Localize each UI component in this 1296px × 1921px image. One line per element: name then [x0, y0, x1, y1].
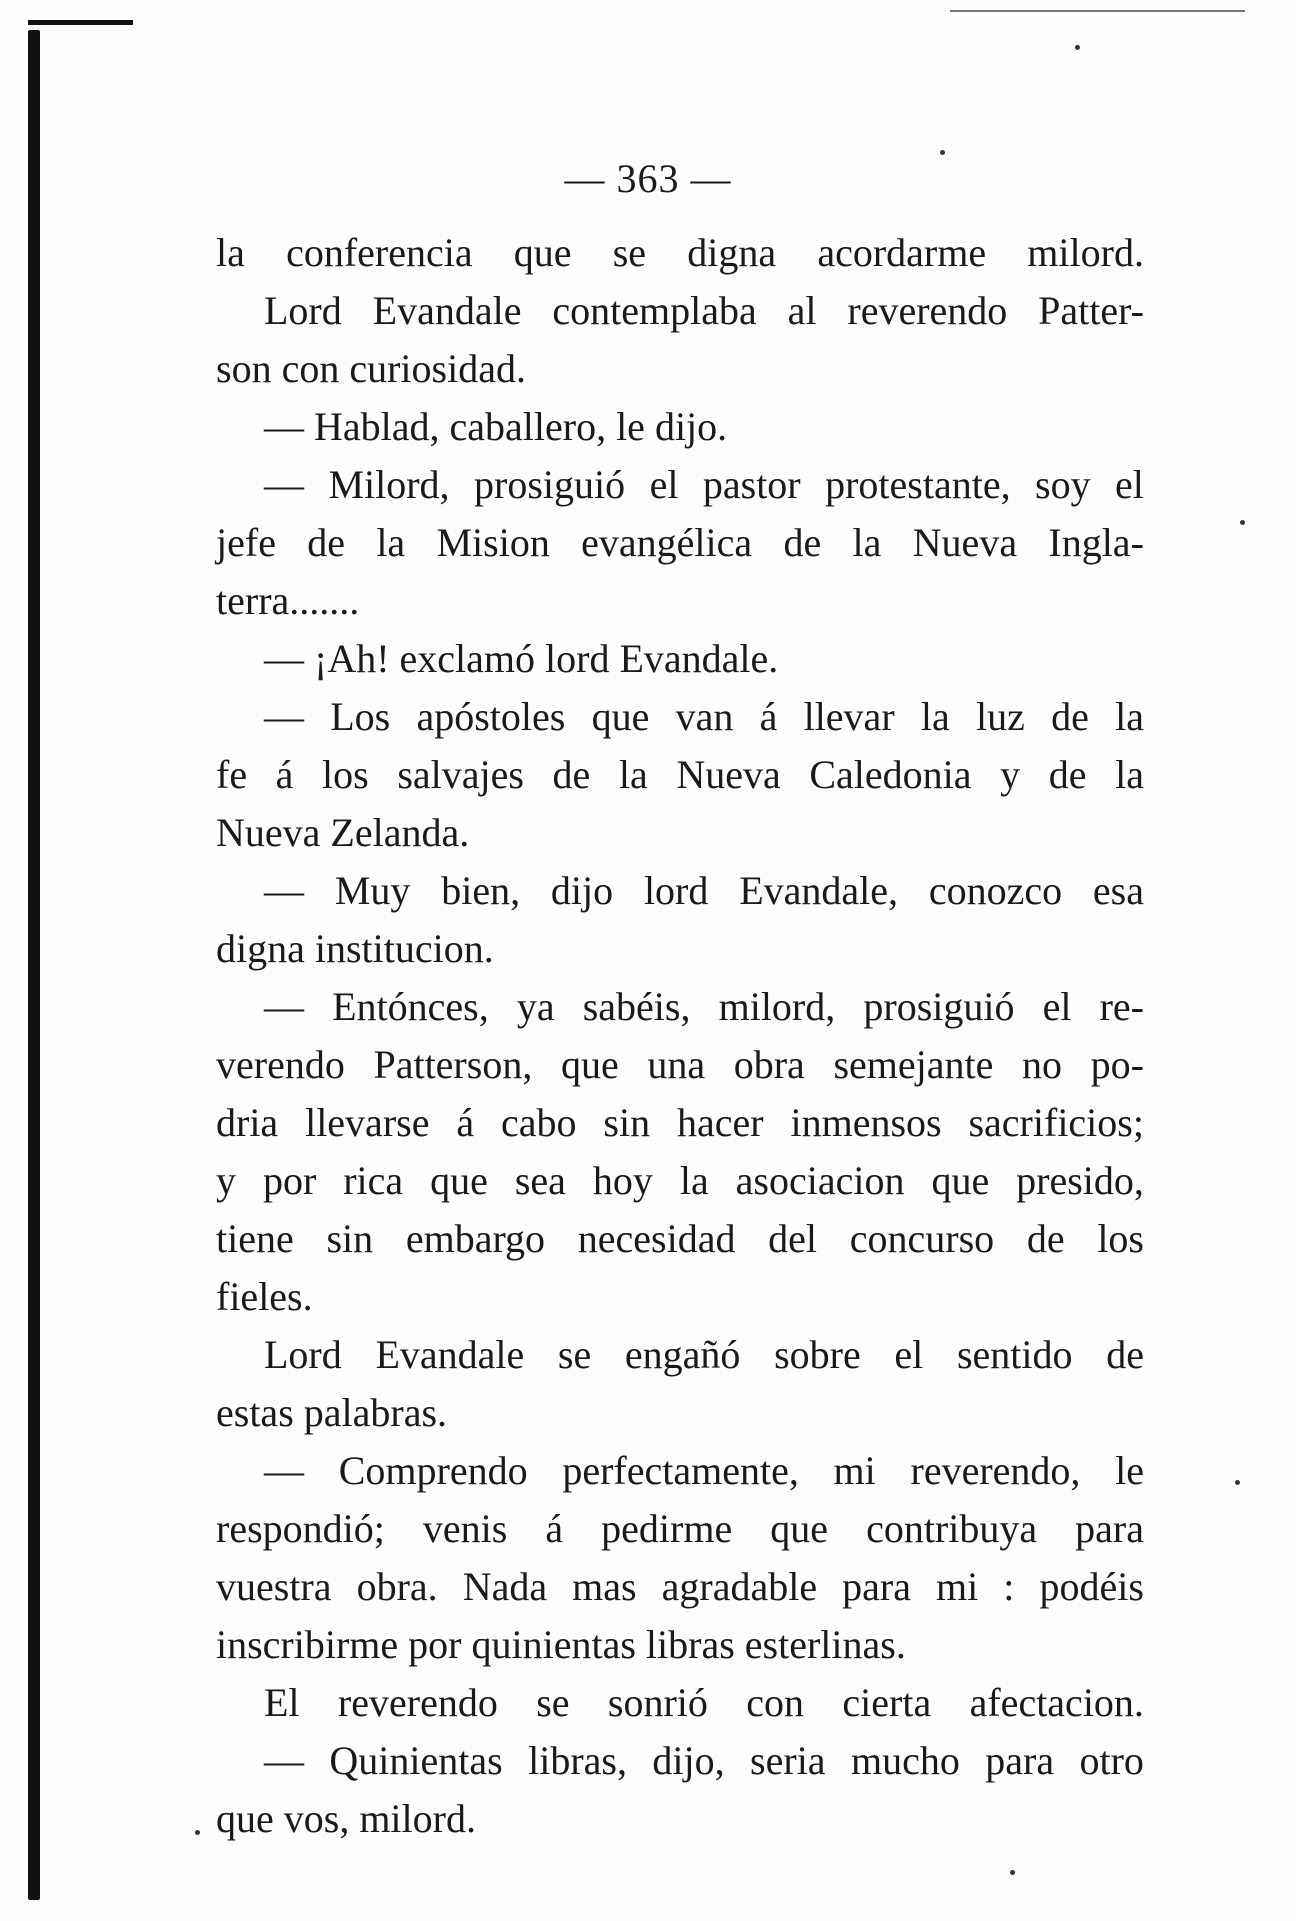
text-line: vuestra obra. Nada mas agradable para mi : podéis	[216, 1564, 1144, 1609]
text-line: Lord Evandale se engañó sobre el sentido de	[264, 1332, 1144, 1377]
text-line: estas palabras.	[216, 1390, 448, 1435]
ink-speck	[1240, 520, 1245, 525]
text-line: fe á los salvajes de la Nueva Caledonia y de la	[216, 752, 1144, 797]
text-line: Nueva Zelanda.	[216, 810, 470, 855]
page-number: — 363 —	[564, 156, 732, 201]
text-line: — Comprendo perfectamente, mi reverendo, le	[264, 1448, 1144, 1493]
text-line: la conferencia que se digna acordarme milord.	[216, 230, 1144, 275]
top-right-rule	[950, 10, 1245, 12]
text-line: — Los apóstoles que van á llevar la luz de la	[264, 694, 1144, 739]
text-line: El reverendo se sonrió con cierta afectacion.	[264, 1680, 1144, 1725]
text-line: — Quinientas libras, dijo, seria mucho para otro	[264, 1738, 1144, 1783]
text-line: terra.......	[216, 578, 360, 623]
text-line: — Milord, prosiguió el pastor protestante, soy el	[264, 462, 1144, 507]
text-line: que vos, milord.	[216, 1796, 476, 1841]
binding-edge	[28, 30, 40, 1900]
text-line: — ¡Ah! exclamó lord Evandale.	[264, 636, 779, 681]
text-line: tiene sin embargo necesidad del concurso de los	[216, 1216, 1144, 1261]
text-line: dria llevarse á cabo sin hacer inmensos sacrificios;	[216, 1100, 1144, 1145]
text-line: digna institucion.	[216, 926, 494, 971]
text-line: y por rica que sea hoy la asociacion que presido,	[216, 1158, 1144, 1203]
text-line: verendo Patterson, que una obra semejante no po-	[216, 1042, 1144, 1087]
text-line: inscribirme por quinientas libras esterlinas.	[216, 1622, 906, 1667]
text-line: — Muy bien, dijo lord Evandale, conozco esa	[264, 868, 1144, 913]
text-line: — Entónces, ya sabéis, milord, prosiguió el re-	[264, 984, 1144, 1029]
text-line: Lord Evandale contemplaba al reverendo Patter-	[264, 288, 1144, 333]
text-line: respondió; venis á pedirme que contribuya para	[216, 1506, 1144, 1551]
text-line: fieles.	[216, 1274, 313, 1319]
text-line: — Hablad, caballero, le dijo.	[264, 404, 728, 449]
ink-speck	[195, 1830, 200, 1835]
ink-speck	[1075, 45, 1080, 50]
top-left-rule	[28, 20, 133, 25]
text-line: jefe de la Mision evangélica de la Nueva Ingla-	[216, 520, 1144, 565]
text-line: son con curiosidad.	[216, 346, 526, 391]
ink-speck	[1010, 1870, 1015, 1875]
ink-speck	[1235, 1480, 1240, 1485]
body-text	[216, 224, 1144, 1848]
